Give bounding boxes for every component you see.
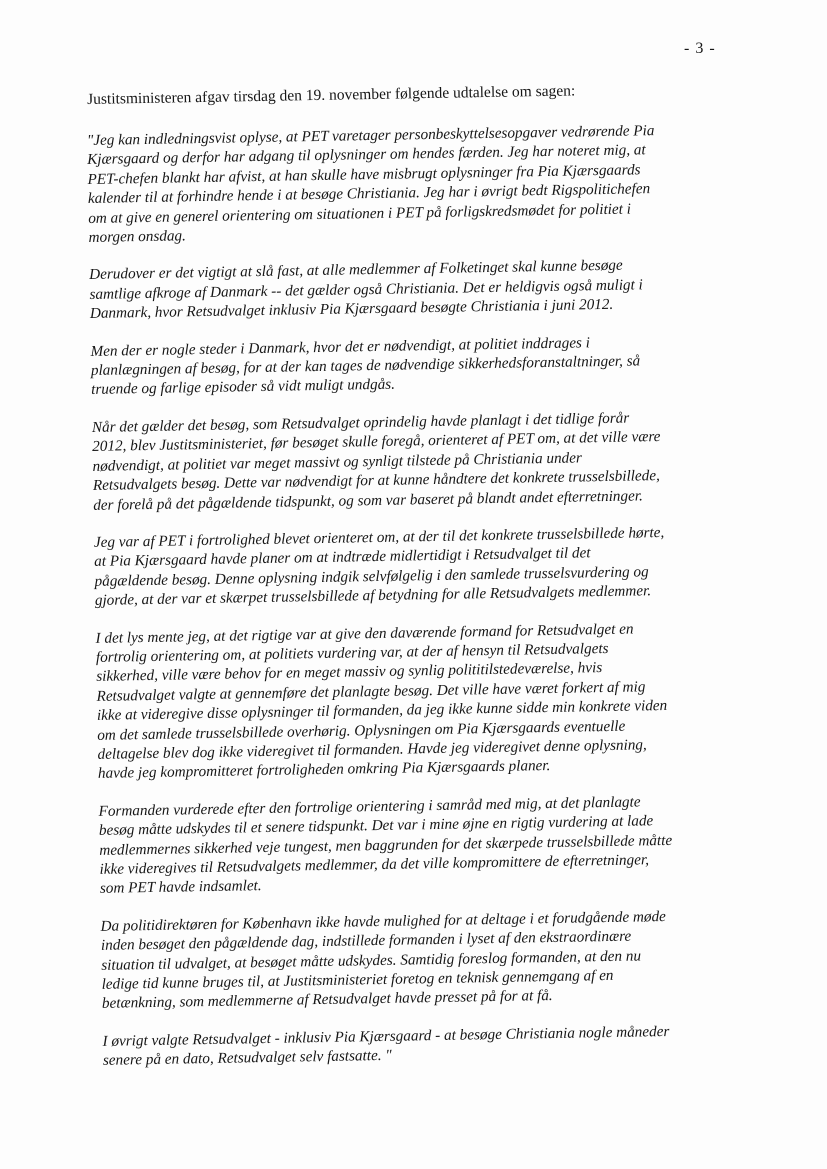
- document-body: [86, 79, 735, 1089]
- quote-paragraph-3: Men der er nogle steder i Danmark, hvor det er nødvendigt, at politiet inddrages i planlægningen af besøg, for at der kan tages de nødvendige sikkerhedsforanstaltninger, så truende og farlige episoder så vidt muligt undgås.: [90, 333, 641, 399]
- quote-paragraph-6: I det lys mente jeg, at det rigtige var at give den daværende formand for Retsudvalget en fortrolig orientering om, at politiets vurdering var, at der af hensyn til Retsudvalgets sikkerhed, ville være behov for en meget massiv og synlig polititilstedeværelse, hvis Retsudvalget valgte at gennemføre det planlagte besøg. Det ville have været forkert af mig ikke at videregive disse oplysninger til formanden, da jeg ikke kunne sidde min konkrete viden om det samlede trusselsbillede overhørig. Oplysningen om Pia Kjærsgaards eventuelle deltagelse blev dog ikke videregivet til formanden. Havde jeg videregivet denne oplysning, havde jeg kompromitteret fortroligheden omkring Pia Kjærsgaards planer.: [95, 620, 668, 783]
- quote-paragraph-8: Da politidirektøren for København ikke havde mulighed for at deltage i et forudgående møde inden besøget den pågældende dag, indstillede formanden i lyset af den ekstraordinære situation til udvalget, at besøget måtte udskydes. Samtidig foreslog formanden, at den nu ledige tid kunne bruges til, at Justitsministeriet foretog en teknisk gennemgang af en betænkning, som medlemmerne af Retsudvalget havde presset på for at få.: [100, 907, 667, 1013]
- quote-paragraph-4: Når det gælder det besøg, som Retsudvalget oprindelig havde planlagt i det tidlige forår 2012, blev Justitsministeriet, før besøget skulle foregå, orienteret af PET om, at det ville være nødvendigt, at politiet var meget massivt og synligt tilstede på Christiania under Retsudvalgets besøg. Dette var nødvendigt for at kunne håndtere det konkrete trusselsbillede, der forelå på det pågældende tidspunkt, og som var baseret på blandt andet efterretninger.: [91, 409, 661, 514]
- page-number: - 3 -: [684, 40, 716, 57]
- quote-paragraph-7: Formanden vurderede efter den fortrolige orientering i samråd med mig, at det planlagte besøg måtte udskydes til et senere tidspunkt. Det var i mine øjne en rigtig vurdering at lade medlemmernes sikkerhed veje tungest, men baggrunden for det skærpede trusselsbillede måtte ikke videregives til Retsudvalgets medlemmer, da det ville kompromittere de efterretninger, som PET havde indsamlet.: [98, 793, 673, 898]
- quote-paragraph-1: "Jeg kan indledningsvist oplyse, at PET varetager personbeskyttelsesopgaver vedrørende Pia Kjærsgaard og derfor har adgang til oplysninger om hendes færden. Jeg har noteret mig, at PET-chefen blankt har afvist, at han skulle have misbrugt oplysninger fra Pia Kjærsgaards kalender til at forhindre hende i at besøge Christiania. Jeg har i øvrigt bedt Rigspolitichefen om at give en generel orientering om situationen i PET på forligskredsmødet for politiet i morgen onsdag.: [86, 122, 655, 247]
- quote-paragraph-9: I øvrigt valgte Retsudvalget - inklusiv Pia Kjærsgaard - at besøge Christiania nogle måneder senere på en dato, Retsudvalget selv fastsatte. ": [102, 1022, 670, 1070]
- quote-paragraph-2: Derudover er det vigtigt at slå fast, at alle medlemmer af Folketinget skal kunne besøge samtlige afkroge af Danmark -- det gælder også Christiania. Det er heldigvis også muligt i Danmark, hvor Retsudvalget inklusiv Pia Kjærsgaard besøgte Christiania i juni 2012.: [89, 257, 643, 323]
- intro-line: Justitsministeren afgav tirsdag den 19. november følgende udtalelse om sagen:: [87, 82, 576, 108]
- quote-paragraph-5: Jeg var af PET i fortrolighed blevet orienteret om, at der til det konkrete trusselsbillede hørte, at Pia Kjærsgaard havde planer om at indtræde midlertidigt i Retsudvalget til det pågældende besøg. Denne oplysning indgik selvfølgelig i den samlede trusselsvurdering og gjorde, at der var et skærpet trusselsbillede af betydning for alle Retsudvalgets medlemmer.: [93, 523, 665, 610]
